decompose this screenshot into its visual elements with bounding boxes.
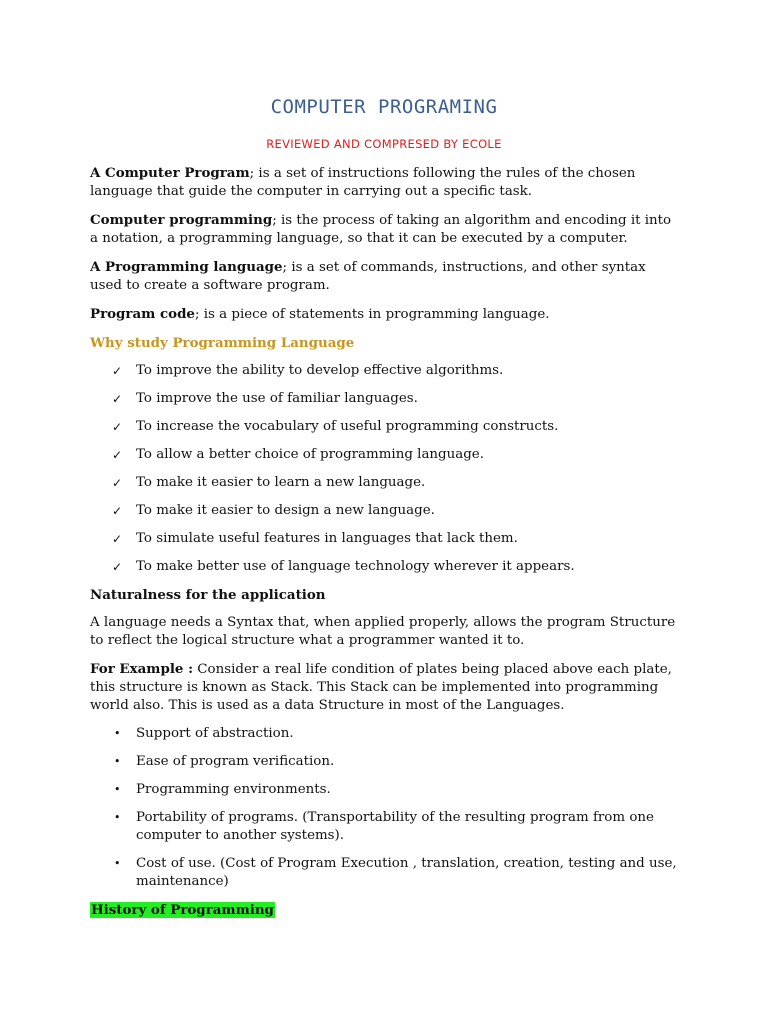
- checklist-item: ✓ To increase the vocabulary of useful programming constructs.: [90, 418, 680, 436]
- naturalness-bullet-list: [90, 725, 680, 891]
- document-subtitle: REVIEWED AND COMPRESED BY ECOLE: [266, 137, 502, 151]
- document-title: COMPUTER PROGRAMING: [270, 96, 498, 118]
- definition-text: ; is a set of instructions following the rules of the chosen language that guide the computer in carrying out a specific task.: [90, 166, 636, 199]
- why-study-list: [90, 362, 680, 576]
- definition-text: ; is a set of commands, instructions, and other syntax used to create a software program.: [90, 260, 646, 293]
- checklist-item: ✓ To make it easier to design a new language.: [90, 502, 680, 520]
- bullet-item: • Programming environments.: [90, 781, 680, 799]
- definition-term: A Computer Program: [90, 165, 250, 181]
- history-heading: History of Programming: [91, 902, 274, 918]
- checklist-item: ✓ To allow a better choice of programming language.: [90, 446, 680, 464]
- definition-paragraph: [90, 258, 680, 295]
- example-label: For Example :: [90, 661, 194, 677]
- document-body: [90, 164, 680, 920]
- definition-text: ; is the process of taking an algorithm and encoding it into a notation, a programming language, so that it can be executed by a computer.: [90, 213, 672, 246]
- definition-term: A Programming language: [90, 259, 283, 275]
- definition-paragraph: [90, 211, 680, 248]
- why-study-heading: Why study Programming Language: [90, 335, 355, 351]
- naturalness-paragraph: A language needs a Syntax that, when applied properly, allows the program Structure to reflect the logical structure what a programmer wanted it to.: [90, 615, 676, 648]
- checklist-item: ✓ To make better use of language technology wherever it appears.: [90, 558, 680, 576]
- definition-text: ; is a piece of statements in programming language.: [194, 307, 550, 322]
- example-text: Consider a real life condition of plates being placed above each plate, this structure is known as Stack. This Stack can be implemented into programming world also. This is used as a data Structure in most of the Languages.: [90, 662, 672, 713]
- checklist-item: ✓ To make it easier to learn a new language.: [90, 474, 680, 492]
- definition-term: Computer programming: [90, 212, 273, 228]
- naturalness-heading: Naturalness for the application: [90, 587, 326, 603]
- bullet-item: • Cost of use. (Cost of Program Execution , translation, creation, testing and use, maintenance): [90, 855, 680, 891]
- definition-term: Program code: [90, 306, 195, 322]
- bullet-item: • Ease of program verification.: [90, 753, 680, 771]
- history-heading-row: [90, 901, 680, 920]
- definition-paragraph: [90, 305, 680, 324]
- definition-paragraph: [90, 164, 680, 201]
- example-paragraph: [90, 660, 680, 715]
- checklist-item: ✓ To improve the ability to develop effective algorithms.: [90, 362, 680, 380]
- bullet-item: • Portability of programs. (Transportability of the resulting program from one computer to another systems).: [90, 809, 680, 845]
- checklist-item: ✓ To improve the use of familiar languages.: [90, 390, 680, 408]
- bullet-item: • Support of abstraction.: [90, 725, 680, 743]
- checklist-item: ✓ To simulate useful features in languages that lack them.: [90, 530, 680, 548]
